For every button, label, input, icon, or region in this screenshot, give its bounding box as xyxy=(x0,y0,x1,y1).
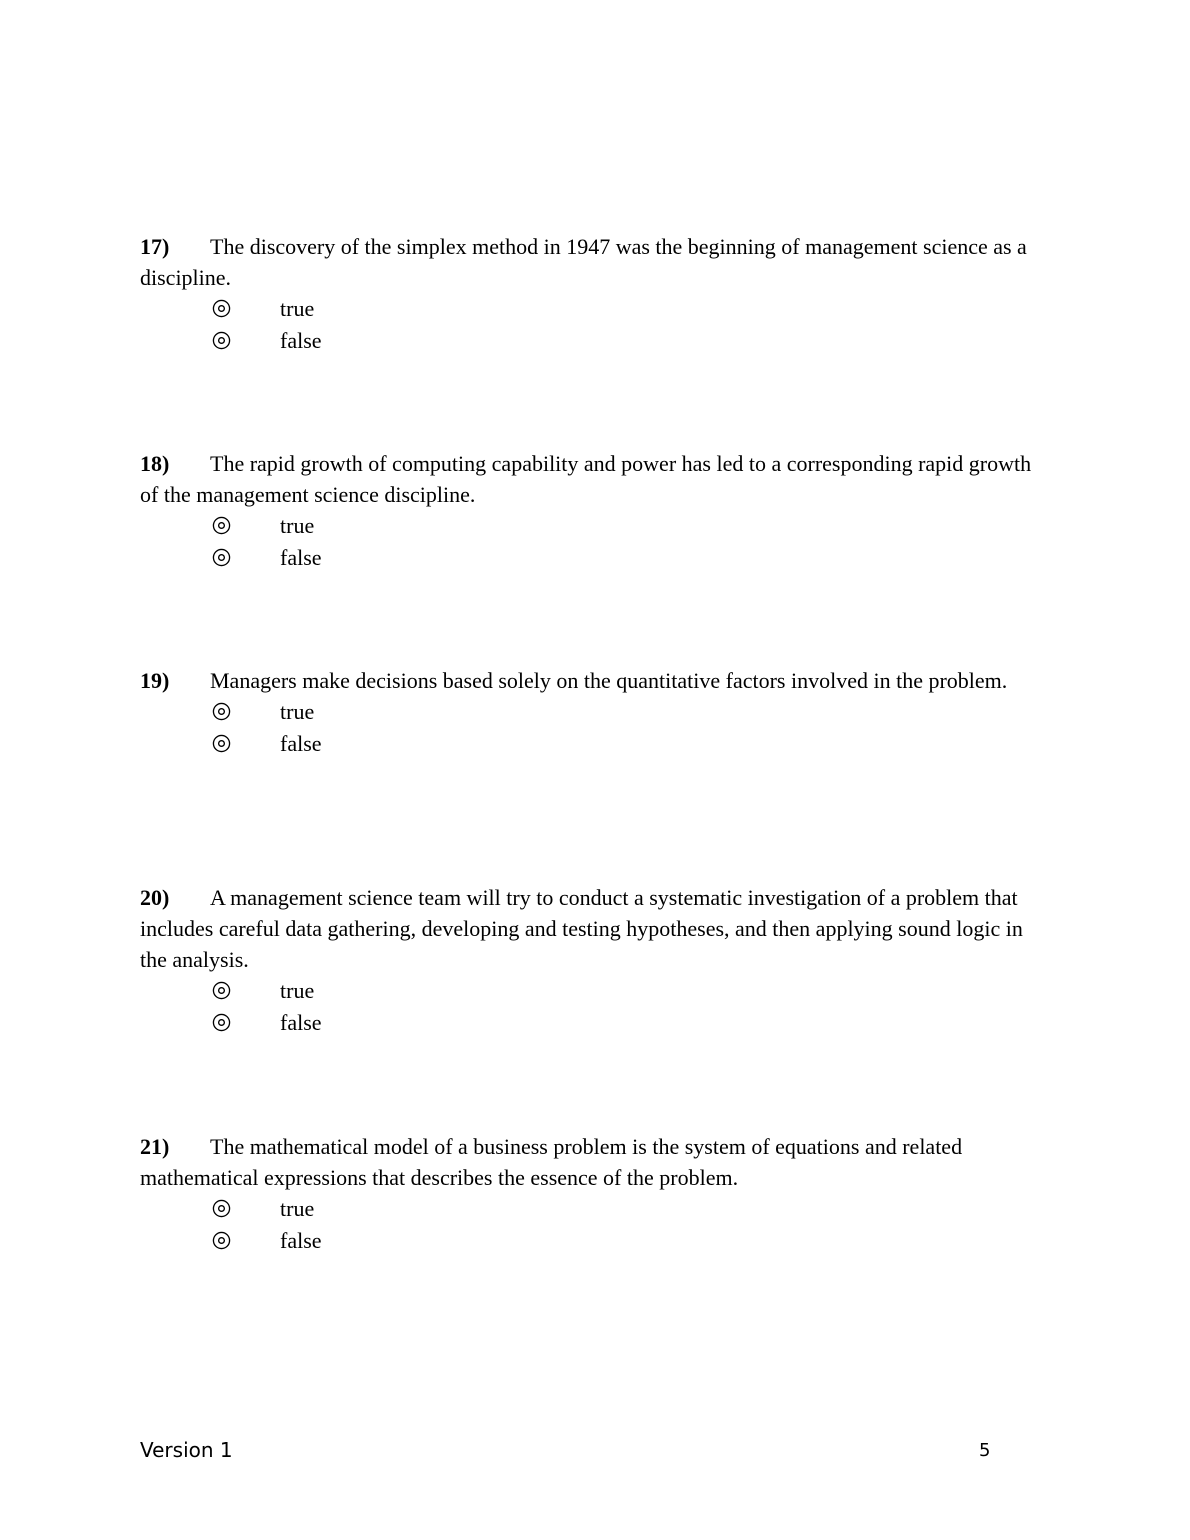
option-false[interactable] xyxy=(140,728,1050,760)
radio-circle-icon[interactable] xyxy=(212,981,231,1000)
option-false[interactable] xyxy=(140,325,1050,357)
question-number: 21) xyxy=(140,1134,170,1159)
radio-circle-icon[interactable] xyxy=(212,516,231,535)
option-false[interactable] xyxy=(140,542,1050,574)
radio-circle-icon[interactable] xyxy=(212,331,231,350)
option-true[interactable] xyxy=(140,293,1050,325)
question-text xyxy=(140,665,1050,696)
option-label: false xyxy=(280,730,322,756)
radio-circle-icon[interactable] xyxy=(212,548,231,567)
question-19 xyxy=(140,665,1050,759)
question-20 xyxy=(140,882,1050,1038)
question-text xyxy=(140,1131,1050,1193)
question-text xyxy=(140,882,1050,975)
option-true[interactable] xyxy=(140,975,1050,1007)
question-21 xyxy=(140,1131,1050,1256)
option-label: false xyxy=(280,544,322,570)
footer-version: Version 1 xyxy=(140,1438,233,1462)
question-18 xyxy=(140,448,1050,573)
question-prompt: A management science team will try to conduct a systematic investigation of a problem that includes careful data gathering, developing and testing hypotheses, and then applying sound logic in the analysis. xyxy=(140,885,1023,972)
option-label: true xyxy=(280,296,315,321)
radio-circle-icon[interactable] xyxy=(212,1199,231,1218)
question-number: 20) xyxy=(140,885,170,910)
question-17 xyxy=(140,231,1050,356)
radio-circle-icon[interactable] xyxy=(212,734,231,753)
question-prompt: The mathematical model of a business problem is the system of equations and related mathematical expressions that describes the essence of the problem. xyxy=(140,1134,963,1190)
option-label: true xyxy=(280,1196,315,1221)
question-number: 17) xyxy=(140,234,170,259)
option-true[interactable] xyxy=(140,510,1050,542)
radio-circle-icon[interactable] xyxy=(212,702,231,721)
option-false[interactable] xyxy=(140,1007,1050,1039)
question-number: 19) xyxy=(140,668,170,693)
option-label: true xyxy=(280,699,315,724)
question-number: 18) xyxy=(140,451,170,476)
option-label: false xyxy=(280,1009,322,1035)
question-prompt: The rapid growth of computing capability and power has led to a corresponding rapid growth of the management science discipline. xyxy=(140,451,1032,507)
option-label: false xyxy=(280,327,322,353)
question-prompt: Managers make decisions based solely on the quantitative factors involved in the problem. xyxy=(210,668,1008,693)
radio-circle-icon[interactable] xyxy=(212,1013,231,1032)
option-label: false xyxy=(280,1227,322,1253)
page-number: 5 xyxy=(979,1440,991,1461)
option-true[interactable] xyxy=(140,1193,1050,1225)
question-text xyxy=(140,231,1050,293)
option-true[interactable] xyxy=(140,696,1050,728)
radio-circle-icon[interactable] xyxy=(212,299,231,318)
option-label: true xyxy=(280,513,315,538)
question-prompt: The discovery of the simplex method in 1947 was the beginning of management science as a discipline. xyxy=(140,234,1027,290)
option-label: true xyxy=(280,978,315,1003)
question-text xyxy=(140,448,1050,510)
radio-circle-icon[interactable] xyxy=(212,1231,231,1250)
option-false[interactable] xyxy=(140,1225,1050,1257)
